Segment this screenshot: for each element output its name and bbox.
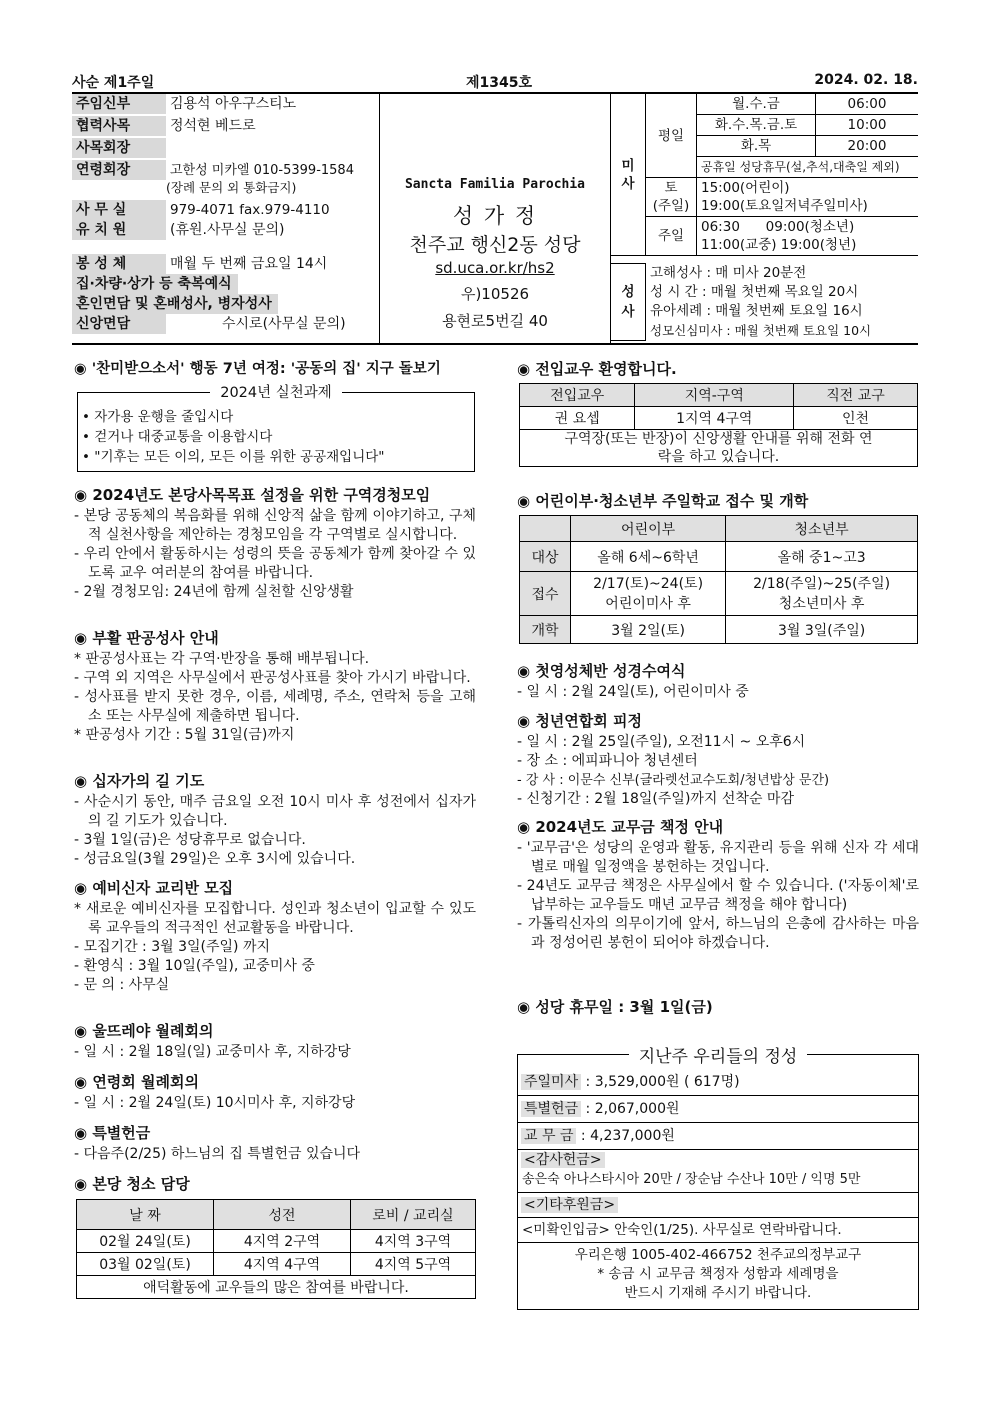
- school-section: ◉ 어린이부·청소년부 주일학교 접수 및 개학: [517, 492, 917, 513]
- special-offering-section: ◉ 특별헌금 - 다음주(2/25) 하느님의 집 특별헌금 있습니다: [74, 1124, 476, 1164]
- table-row: 03월 02일(토) 4지역 4구역 4지역 5구역: [77, 1253, 476, 1276]
- sacrament-table: 성 사 고해성사 : 매 미사 20분전 성 시 간 : 매월 첫번째 목요일 20시 유아세례 : 매월 첫번째 토요일 16시 성모신심미사 : 매월 첫번째 토요일 10시: [611, 263, 918, 341]
- parish-info: [379, 93, 611, 343]
- staff-row: 협력사목 정석현 베드로: [72, 116, 378, 136]
- cleaning-section: ◉ 본당 청소 담당: [74, 1175, 476, 1196]
- mass-schedule: [611, 93, 918, 343]
- staff-list: [72, 93, 378, 343]
- mass-table: 미 사 평일 월.수.금 06:00 화.수.목.금.토 10:00 화.목 20:00 공휴일 성당휴무(설,추석,대축일 제외) 토 (주일) 15:00(어린이) 19:00(토요일저녁주일미사) 주일 06:30 09:00(청소년) 11:00(교중) 19:00(청년): [611, 93, 918, 256]
- cleaning-table: 날 짜 성전 로비 / 교리실 02월 24일(토) 4지역 2구역 4지역 3구역 03월 02일(토) 4지역 4구역 4지역 5구역 애덕활동에 교우들의 많은 참여를 바랍니다.: [76, 1199, 476, 1299]
- funeral-society-section: ◉ 연령회 월례회의 - 일 시 : 2월 24일(토) 10시미사 후, 지하강당: [74, 1073, 476, 1113]
- parish-address: 용현로5번길 40: [442, 312, 548, 330]
- parish-name: 성 가 정: [452, 204, 538, 228]
- staff-row: 주임신부 김용석 아우구스티노: [72, 94, 378, 114]
- issue-number: 제1345호: [466, 75, 533, 91]
- offering-title: 지난주 우리들의 정성: [629, 1047, 808, 1067]
- catechumen-section: ◉ 예비신자 교리반 모집 * 새로운 예비신자를 모집합니다. 성인과 청소년이 입교할 수 있도록 교우들의 적극적인 선교활동을 바랍니다. - 모집기간 : 3월 3일(주일) 까지 - 환영식 : 3월 10일(주일), 교중미사 중 - 문 의 : 사무실: [74, 879, 476, 995]
- table-row: 권 요셉 1지역 4구역 인천: [520, 407, 918, 430]
- closed-day-section: ◉ 성당 휴무일 : 3월 1일(금): [517, 998, 917, 1019]
- cleaning-footer: 애덕활동에 교우들의 많은 참여를 바랍니다.: [77, 1276, 476, 1299]
- table-row: 02월 24일(토) 4지역 2구역 4지역 3구역: [77, 1230, 476, 1253]
- staff-row: 집·차량·상가 등 축복예식: [72, 274, 378, 294]
- staff-note: (장례 문의 외 통화금지): [166, 180, 297, 195]
- issue-date: 2024. 02. 18.: [814, 72, 918, 88]
- sunday-label: 주일: [646, 217, 697, 256]
- dues-section: ◉ 2024년도 교무금 책정 안내 - '교무금'은 성당의 운영과 활동, 유지관리 등을 위해 신자 각 세대별로 매월 일정액을 봉헌하는 것입니다. - 24년도 교무금 책정은 사무실에서 할 수 있습니다. ('자동이체'로 납부하는 교우들도 매년 교무금 책정을 해야 합니다) - 가톨릭신자의 의무이기에 앞서, 하느님의 은총에 감사하는 마음과 정성어린 봉헌이 되어야 하겠습니다.: [517, 818, 919, 953]
- parish-zip: 우)10526: [460, 285, 530, 303]
- staff-row: 혼인면담 및 혼배성사, 병자성사: [72, 294, 378, 314]
- bank-info: 우리은행 1005-402-466752 천주교의정부교구 * 송금 시 교무금 책정자 성함과 세례명을 반드시 기재해 주시기 바랍니다.: [574, 1247, 862, 1301]
- welcome-section: ◉ 전입교우 환영합니다.: [517, 360, 917, 381]
- welcome-note: 구역장(또는 반장)이 신앙생활 안내를 위해 전화 연락을 하고 있습니다.: [520, 430, 918, 467]
- parish-full-name: 천주교 행신2동 성당: [409, 234, 581, 256]
- staff-row: 신앙면담 수시로(사무실 문의): [72, 314, 378, 334]
- listening-section: ◉ 2024년도 본당사목목표 설정을 위한 구역경청모임 - 본당 공동체의 복음화를 위해 신앙적 삶을 함께 이야기하고, 구체적 실천사항을 제안하는 경청모임을 각 구역별로 실시합니다. - 우리 안에서 활동하시는 성령의 뜻을 공동체가 함께 찾아갈 수 있도록 교우 여러분의 참여를 바랍니다. - 2월 경청모임: 24년에 함께 실천할 신앙생활: [74, 486, 476, 602]
- parish-latin: Sancta Familia Parochia: [404, 177, 585, 192]
- parish-url[interactable]: sd.uca.or.kr/hs2: [435, 259, 555, 277]
- staff-row: 봉 성 체 매월 두 번째 금요일 14시: [72, 254, 378, 274]
- holiday-note: 공휴일 성당휴무(설,추석,대축일 제외): [697, 157, 919, 178]
- staff-row: 사목회장: [72, 138, 378, 158]
- offering-row: 교 무 금 : 4,237,000원: [518, 1123, 918, 1150]
- staff-row: 사 무 실 979-4071 fax.979-4110: [72, 200, 378, 220]
- confession-section: ◉ 부활 판공성사 안내 * 판공성사표는 각 구역·반장을 통해 배부됩니다. - 구역 외 지역은 사무실에서 판공성사표를 찾아 가시기 바랍니다. - 성사표를 받지 못한 경우, 이름, 세례명, 주소, 연락처 등을 고해소 또는 사무실에 제출하면 됩니다. * 판공성사 기간 : 5월 31일(금)까지: [74, 629, 476, 745]
- school-table: 어린이부 청소년부 대상 올해 6세~6학년 올해 중1~고3 접수 2/17(토)~24(토) 어린이미사 후 2/18(주일)~25(주일) 청소년미사 후 개학 3월 2일(토) 3월 3일(주일): [519, 515, 918, 644]
- staff-row: 연령회장 고한성 미카엘 010-5399-1584: [72, 160, 378, 180]
- welcome-table: 전입교우 지역-구역 직전 교구 권 요셉 1지역 4구역 인천 구역장(또는 반장)이 신앙생활 안내를 위해 전화 연락을 하고 있습니다.: [519, 383, 918, 467]
- laudato-section: [74, 360, 476, 381]
- table-row: 개학 3월 2일(토) 3월 3일(주일): [520, 616, 918, 644]
- other-donation: <기타후원금>: [518, 1193, 918, 1218]
- laudato-title: ◉ '찬미받으소서' 행동 7년 여정: '공동의 집' 지구 돌보기: [74, 360, 476, 379]
- laudato-box: 2024년 실천과제 • 자가용 운행을 줄입시다 • 걷거나 대중교통을 이용합시다 • "기후는 모든 이의, 모든 이를 위한 공공재입니다": [77, 392, 475, 472]
- laudato-box-title: 2024년 실천과제: [210, 385, 342, 401]
- table-row: 접수 2/17(토)~24(토) 어린이미사 후 2/18(주일)~25(주일) 청소년미사 후: [520, 572, 918, 616]
- first-communion-section: ◉ 첫영성체반 성경수여식 - 일 시 : 2월 24일(토), 어린이미사 중: [517, 662, 917, 702]
- liturgical-day: 사순 제1주일: [72, 75, 155, 91]
- offering-row: 주일미사 : 3,529,000원 ( 617명): [518, 1069, 918, 1096]
- mass-label: 미 사: [611, 94, 646, 256]
- bulletin-header: [72, 72, 918, 92]
- stations-section: ◉ 십자가의 길 기도 - 사순시기 동안, 매주 금요일 오전 10시 미사 후 성전에서 십자가의 길 기도가 있습니다. - 3월 1일(금)은 성당휴무로 없습니다. - 성금요일(3월 29일)은 오후 3시에 있습니다.: [74, 772, 476, 869]
- staff-row: 유 치 원 (휴원.사무실 문의): [72, 220, 378, 240]
- youth-retreat-section: ◉ 청년연합회 피정 - 일 시 : 2월 25일(주일), 오전11시 ~ 오후6시 - 장 소 : 에피파니아 청년센터 - 강 사 : 이문수 신부(글라렛선교수도회/청년밥상 문간) - 신청기간 : 2월 18일(주일)까지 선착순 마감: [517, 712, 917, 809]
- saturday-label: 토 (주일): [646, 178, 697, 217]
- sacrament-label: 성 사: [611, 264, 646, 341]
- header-bottom-rule: [72, 343, 918, 345]
- offering-box: [517, 1047, 919, 1310]
- ultreya-section: ◉ 울뜨레야 월례회의 - 일 시 : 2월 18일(일) 교중미사 후, 지하강당: [74, 1022, 476, 1062]
- thanks-offering: <감사헌금> 송은숙 아나스타시아 20만 / 장순남 수산나 10만 / 익명 5만: [518, 1150, 918, 1193]
- offering-row: 특별헌금 : 2,067,000원: [518, 1096, 918, 1123]
- unconfirmed-deposit: <미확인입금> 안숙인(1/25). 사무실로 연락바랍니다.: [518, 1218, 918, 1243]
- table-row: 대상 올해 6세~6학년 올해 중1~고3: [520, 542, 918, 572]
- weekday-label: 평일: [646, 94, 697, 178]
